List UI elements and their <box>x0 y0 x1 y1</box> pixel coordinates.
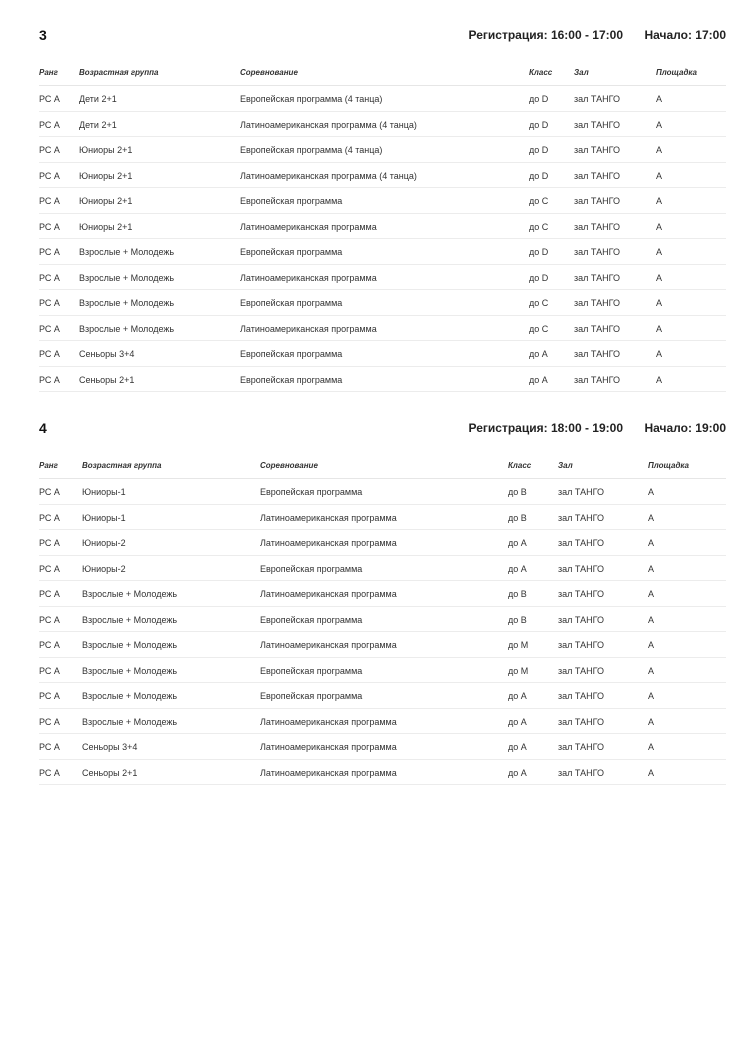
table-row <box>39 137 726 163</box>
hall-cell: зал ТАНГО <box>574 272 620 283</box>
area-cell: А <box>648 614 655 625</box>
start-time: Начало: 17:00 <box>644 28 726 42</box>
class-cell: до D <box>529 119 549 130</box>
schedule-section <box>39 27 726 392</box>
age-group-cell: Взрослые + Молодежь <box>79 247 175 257</box>
hall-cell: зал ТАНГО <box>558 589 604 599</box>
table-row <box>39 658 726 684</box>
hall-cell: зал ТАНГО <box>574 349 620 359</box>
age-group-cell: Юниоры 2+1 <box>79 196 133 206</box>
rank-cell: РС А <box>39 742 60 752</box>
age-group-cell: Юниоры 2+1 <box>79 170 133 181</box>
registration-time: Регистрация: 16:00 - 17:00 <box>468 28 623 42</box>
competition-cell: Европейская программа <box>240 196 343 206</box>
area-cell: А <box>656 170 663 181</box>
age-group-cell: Юниоры-2 <box>82 538 126 548</box>
rank-cell: РС А <box>39 272 60 283</box>
rank-cell: РС А <box>39 487 60 497</box>
competition-cell: Латиноамериканская программа <box>260 716 397 727</box>
class-cell: до D <box>529 145 549 155</box>
table-row <box>39 367 726 393</box>
hall-cell: зал ТАНГО <box>558 512 604 523</box>
age-group-cell: Взрослые + Молодежь <box>82 640 178 650</box>
schedule-table <box>39 61 726 392</box>
competition-cell: Европейская программа <box>240 349 343 359</box>
class-cell: до D <box>529 272 549 283</box>
table-row <box>39 505 726 531</box>
rank-cell: РС А <box>39 767 60 778</box>
area-cell: А <box>656 94 663 104</box>
class-cell: до М <box>508 665 529 676</box>
class-cell: до В <box>508 589 527 599</box>
rank-cell: РС А <box>39 512 60 523</box>
competition-cell: Латиноамериканская программа <box>260 589 397 599</box>
rank-cell: РС А <box>39 170 60 181</box>
rank-cell: РС А <box>39 349 60 359</box>
age-group-cell: Сеньоры 3+4 <box>79 349 135 359</box>
class-cell: до В <box>508 512 527 523</box>
table-row <box>39 341 726 367</box>
competition-cell: Латиноамериканская программа (4 танца) <box>240 170 417 181</box>
area-cell: А <box>648 767 655 778</box>
competition-cell: Латиноамериканская программа <box>240 272 377 283</box>
class-cell: до С <box>529 196 549 206</box>
area-cell: А <box>648 563 655 574</box>
hall-cell: зал ТАНГО <box>558 665 604 676</box>
hall-cell: зал ТАНГО <box>574 145 620 155</box>
hall-cell: зал ТАНГО <box>574 196 620 206</box>
header-hall: Зал <box>574 68 589 77</box>
rank-cell: РС А <box>39 221 60 232</box>
area-cell: А <box>648 640 655 650</box>
age-group-cell: Взрослые + Молодежь <box>82 589 178 599</box>
age-group-cell: Взрослые + Молодежь <box>82 614 178 625</box>
section-header <box>39 420 726 444</box>
age-group-cell: Дети 2+1 <box>79 119 117 130</box>
table-body <box>39 86 726 392</box>
class-cell: до А <box>508 716 527 727</box>
hall-cell: зал ТАНГО <box>558 640 604 650</box>
competition-cell: Латиноамериканская программа (4 танца) <box>240 119 417 130</box>
area-cell: А <box>656 374 663 385</box>
hall-cell: зал ТАНГО <box>558 563 604 574</box>
hall-cell: зал ТАНГО <box>558 767 604 778</box>
header-area: Площадка <box>656 68 697 77</box>
hall-cell: зал ТАНГО <box>574 119 620 130</box>
section-number: 3 <box>39 27 47 43</box>
table-row <box>39 607 726 633</box>
class-cell: до А <box>508 767 527 778</box>
rank-cell: РС А <box>39 298 60 308</box>
header-rank: Ранг <box>39 68 58 77</box>
hall-cell: зал ТАНГО <box>558 742 604 752</box>
table-row <box>39 709 726 735</box>
area-cell: А <box>656 349 663 359</box>
age-group-cell: Взрослые + Молодежь <box>82 716 178 727</box>
hall-cell: зал ТАНГО <box>574 298 620 308</box>
hall-cell: зал ТАНГО <box>558 487 604 497</box>
hall-cell: зал ТАНГО <box>558 538 604 548</box>
rank-cell: РС А <box>39 716 60 727</box>
age-group-cell: Взрослые + Молодежь <box>79 272 175 283</box>
age-group-cell: Юниоры 2+1 <box>79 221 133 232</box>
table-header-row <box>39 454 726 479</box>
class-cell: до С <box>529 323 549 334</box>
class-cell: до D <box>529 247 549 257</box>
hall-cell: зал ТАНГО <box>574 94 620 104</box>
table-row <box>39 290 726 316</box>
rank-cell: РС А <box>39 94 60 104</box>
table-row <box>39 112 726 138</box>
competition-cell: Европейская программа <box>260 487 363 497</box>
area-cell: А <box>656 196 663 206</box>
competition-cell: Европейская программа <box>260 563 363 574</box>
age-group-cell: Сеньоры 2+1 <box>82 767 138 778</box>
competition-cell: Латиноамериканская программа <box>260 538 397 548</box>
table-row <box>39 734 726 760</box>
area-cell: А <box>656 323 663 334</box>
competition-cell: Европейская программа <box>240 298 343 308</box>
hall-cell: зал ТАНГО <box>574 247 620 257</box>
class-cell: до М <box>508 640 529 650</box>
rank-cell: РС А <box>39 119 60 130</box>
rank-cell: РС А <box>39 374 60 385</box>
hall-cell: зал ТАНГО <box>574 323 620 334</box>
age-group-cell: Юниоры-1 <box>82 487 126 497</box>
age-group-cell: Юниоры-2 <box>82 563 126 574</box>
table-row <box>39 163 726 189</box>
start-time: Начало: 19:00 <box>644 421 726 435</box>
class-cell: до А <box>508 538 527 548</box>
area-cell: А <box>648 487 655 497</box>
table-row <box>39 214 726 240</box>
table-row <box>39 632 726 658</box>
hall-cell: зал ТАНГО <box>574 221 620 232</box>
competition-cell: Европейская программа <box>260 691 363 701</box>
age-group-cell: Взрослые + Молодежь <box>82 691 178 701</box>
competition-cell: Латиноамериканская программа <box>260 742 397 752</box>
table-row <box>39 581 726 607</box>
area-cell: А <box>648 716 655 727</box>
competition-cell: Европейская программа <box>260 614 363 625</box>
rank-cell: РС А <box>39 640 60 650</box>
class-cell: до А <box>529 349 548 359</box>
rank-cell: РС А <box>39 247 60 257</box>
competition-cell: Латиноамериканская программа <box>260 640 397 650</box>
class-cell: до В <box>508 614 527 625</box>
area-cell: А <box>656 298 663 308</box>
table-row <box>39 479 726 505</box>
table-row <box>39 188 726 214</box>
table-row <box>39 683 726 709</box>
area-cell: А <box>648 589 655 599</box>
class-cell: до С <box>529 221 549 232</box>
table-row <box>39 316 726 342</box>
competition-cell: Европейская программа <box>240 247 343 257</box>
section-header <box>39 27 726 51</box>
table-header-row <box>39 61 726 86</box>
age-group-cell: Взрослые + Молодежь <box>79 298 175 308</box>
competition-cell: Европейская программа <box>260 665 363 676</box>
age-group-cell: Взрослые + Молодежь <box>79 323 175 334</box>
hall-cell: зал ТАНГО <box>558 614 604 625</box>
rank-cell: РС А <box>39 196 60 206</box>
area-cell: А <box>648 512 655 523</box>
table-body <box>39 479 726 785</box>
class-cell: до А <box>529 374 548 385</box>
header-competition: Соревнование <box>260 461 318 470</box>
age-group-cell: Сеньоры 2+1 <box>79 374 135 385</box>
header-competition: Соревнование <box>240 68 298 77</box>
competition-cell: Латиноамериканская программа <box>260 767 397 778</box>
class-cell: до D <box>529 94 549 104</box>
age-group-cell: Юниоры-1 <box>82 512 126 523</box>
age-group-cell: Сеньоры 3+4 <box>82 742 138 752</box>
hall-cell: зал ТАНГО <box>558 691 604 701</box>
table-row <box>39 760 726 786</box>
table-row <box>39 556 726 582</box>
header-area: Площадка <box>648 461 689 470</box>
age-group-cell: Юниоры 2+1 <box>79 145 133 155</box>
competition-cell: Европейская программа <box>240 374 343 385</box>
schedule-table <box>39 454 726 785</box>
rank-cell: РС А <box>39 691 60 701</box>
area-cell: А <box>656 119 663 130</box>
competition-cell: Латиноамериканская программа <box>260 512 397 523</box>
header-age-group: Возрастная группа <box>82 461 162 470</box>
area-cell: А <box>656 145 663 155</box>
table-row <box>39 530 726 556</box>
header-class: Класс <box>529 68 553 77</box>
rank-cell: РС А <box>39 323 60 334</box>
area-cell: А <box>648 691 655 701</box>
competition-cell: Латиноамериканская программа <box>240 323 377 334</box>
area-cell: А <box>656 221 663 232</box>
rank-cell: РС А <box>39 665 60 676</box>
table-row <box>39 265 726 291</box>
class-cell: до D <box>529 170 549 181</box>
class-cell: до В <box>508 487 527 497</box>
area-cell: А <box>648 538 655 548</box>
class-cell: до С <box>529 298 549 308</box>
area-cell: А <box>648 665 655 676</box>
registration-time: Регистрация: 18:00 - 19:00 <box>468 421 623 435</box>
table-row <box>39 86 726 112</box>
class-cell: до А <box>508 742 527 752</box>
area-cell: А <box>648 742 655 752</box>
age-group-cell: Дети 2+1 <box>79 94 117 104</box>
rank-cell: РС А <box>39 614 60 625</box>
header-class: Класс <box>508 461 532 470</box>
header-age-group: Возрастная группа <box>79 68 159 77</box>
class-cell: до А <box>508 691 527 701</box>
section-number: 4 <box>39 420 47 436</box>
area-cell: А <box>656 272 663 283</box>
schedule-section <box>39 420 726 785</box>
header-rank: Ранг <box>39 461 58 470</box>
rank-cell: РС А <box>39 538 60 548</box>
rank-cell: РС А <box>39 563 60 574</box>
hall-cell: зал ТАНГО <box>574 374 620 385</box>
competition-cell: Европейская программа (4 танца) <box>240 94 383 104</box>
area-cell: А <box>656 247 663 257</box>
table-row <box>39 239 726 265</box>
competition-cell: Латиноамериканская программа <box>240 221 377 232</box>
rank-cell: РС А <box>39 145 60 155</box>
competition-cell: Европейская программа (4 танца) <box>240 145 383 155</box>
header-hall: Зал <box>558 461 573 470</box>
rank-cell: РС А <box>39 589 60 599</box>
hall-cell: зал ТАНГО <box>558 716 604 727</box>
class-cell: до А <box>508 563 527 574</box>
hall-cell: зал ТАНГО <box>574 170 620 181</box>
age-group-cell: Взрослые + Молодежь <box>82 665 178 676</box>
